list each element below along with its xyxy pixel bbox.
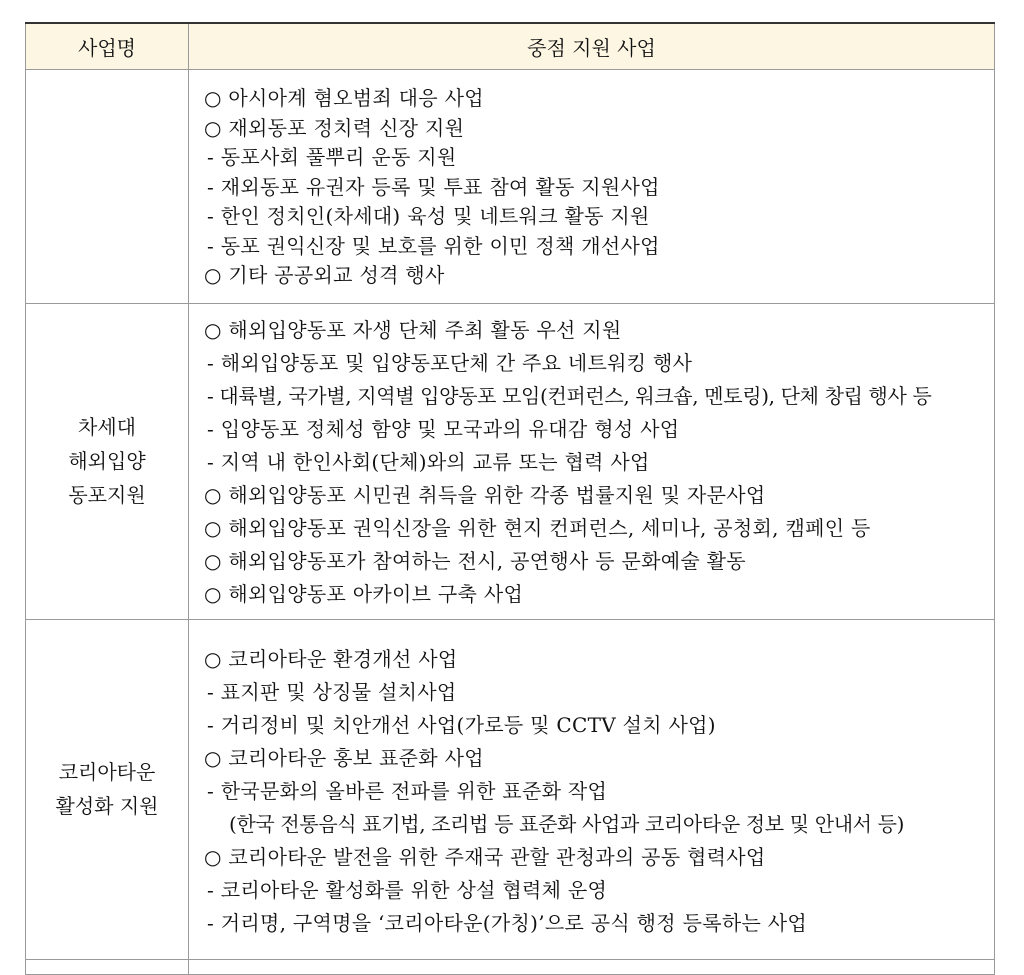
program-name-line: 차세대: [78, 415, 136, 439]
list-item: - 지역 내 한인사회(단체)와의 교류 또는 협력 사업: [207, 449, 650, 474]
program-name-line: 해외입양: [68, 449, 146, 473]
list-item: ○ 재외동포 정치력 신장 지원: [204, 115, 465, 140]
table-row: [26, 303, 995, 619]
list-item: ○ 해외입양동포 권익신장을 위한 현지 컨퍼런스, 세미나, 공청회, 캠페인 등: [204, 515, 871, 540]
list-item: - 거리명, 구역명을 ‘코리아타운(가칭)’으로 공식 행정 등록하는 사업: [207, 910, 807, 935]
list-item: ○ 아시아계 혐오범죄 대응 사업: [204, 86, 484, 110]
program-items-cell: [189, 619, 995, 959]
program-name-cell: [26, 619, 189, 959]
program-name-line: 코리아타운: [58, 760, 156, 784]
list-item: ○ 기타 공공외교 성격 행사: [204, 263, 445, 287]
header-key-support: 중점 지원 사업: [189, 23, 995, 70]
table-header-row: [26, 23, 995, 70]
list-item: - 해외입양동포 및 입양동포단체 간 주요 네트워킹 행사: [207, 350, 693, 375]
list-item: - 동포 권익신장 및 보호를 위한 이민 정책 개선사업: [207, 233, 660, 258]
program-items-cell: [189, 70, 995, 304]
list-item: - 거리정비 및 치안개선 사업(가로등 및 CCTV 설치 사업): [207, 712, 716, 737]
program-name-line: 동포지원: [68, 483, 146, 507]
table-row: [26, 70, 995, 304]
list-item: - 코리아타운 활성화를 위한 상설 협력체 운영: [207, 877, 608, 902]
list-item: - 대륙별, 국가별, 지역별 입양동포 모임(컨퍼런스, 워크숍, 멘토링), 단체 창립 행사 등: [207, 383, 932, 408]
table-row: [26, 619, 995, 959]
list-item: ○ 해외입양동포 아카이브 구축 사업: [204, 581, 524, 606]
list-item: ○ 해외입양동포가 참여하는 전시, 공연행사 등 문화예술 활동: [204, 548, 746, 573]
list-item: ○ 해외입양동포 시민권 취득을 위한 각종 법률지원 및 자문사업: [204, 482, 766, 507]
program-name-cell: [26, 303, 189, 619]
list-item: ○ 코리아타운 발전을 위한 주재국 관할 관청과의 공동 협력사업: [204, 844, 766, 869]
program-name-cell: [26, 70, 189, 304]
table-row: [26, 959, 995, 974]
list-item: - 한국문화의 올바른 전파를 위한 표준화 작업: [207, 778, 608, 803]
program-name-line: 활성화 지원: [55, 794, 159, 818]
header-program-name: 사업명: [26, 23, 189, 70]
program-items-cell: [189, 303, 995, 619]
program-items-cell: [189, 959, 995, 974]
list-item: (한국 전통음식 표기법, 조리법 등 표준화 사업과 코리아타운 정보 및 안내서 등): [229, 811, 905, 836]
list-item: - 동포사회 풀뿌리 운동 지원: [207, 145, 457, 169]
list-item: - 재외동포 유권자 등록 및 투표 참여 활동 지원사업: [207, 174, 660, 199]
list-item: ○ 코리아타운 환경개선 사업: [204, 646, 458, 671]
list-item: - 표지판 및 상징물 설치사업: [207, 679, 457, 704]
list-item: ○ 코리아타운 홍보 표준화 사업: [204, 745, 484, 770]
list-item: ○ 해외입양동포 자생 단체 주최 활동 우선 지원: [204, 317, 622, 342]
list-item: - 한인 정치인(차세대) 육성 및 네트워크 활동 지원: [207, 204, 650, 228]
program-name-cell: [26, 959, 189, 974]
list-item: - 입양동포 정체성 함양 및 모국과의 유대감 형성 사업: [207, 416, 680, 441]
support-program-table: [25, 22, 995, 975]
